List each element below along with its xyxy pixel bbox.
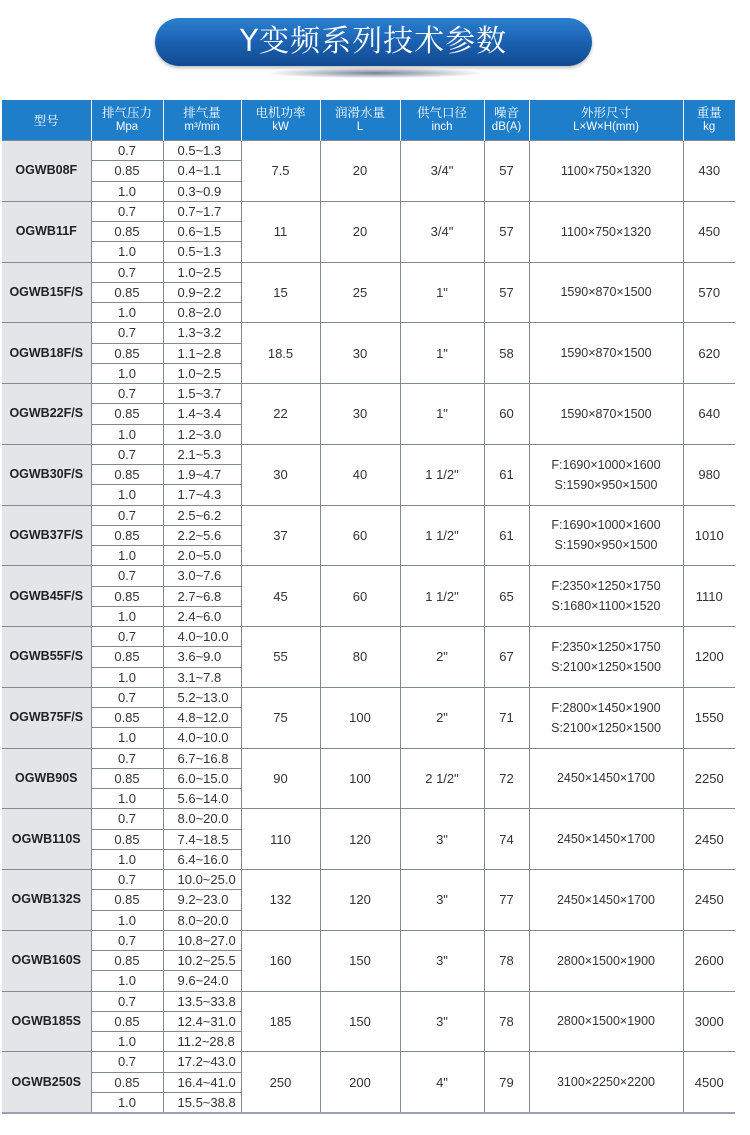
table-row — [2, 687, 735, 707]
water-cell: 150 — [320, 930, 400, 991]
water-cell: 150 — [320, 991, 400, 1052]
power-cell: 55 — [241, 627, 320, 688]
table-row — [2, 141, 735, 161]
flow-cell: 10.2~25.5 — [163, 951, 241, 971]
dimensions-cell — [529, 748, 683, 809]
power-cell: 7.5 — [241, 141, 320, 202]
flow-cell: 1.0~2.5 — [163, 363, 241, 383]
flow-cell: 6.7~16.8 — [163, 748, 241, 768]
header-flow-label: 排气量 — [183, 105, 221, 120]
flow-cell: 0.4~1.1 — [163, 161, 241, 181]
pressure-cell: 0.85 — [91, 1072, 163, 1092]
pressure-cell: 0.85 — [91, 768, 163, 788]
dimensions-cell — [529, 262, 683, 323]
header-port-unit: inch — [431, 121, 453, 133]
model-cell: OGWB90S — [2, 748, 91, 809]
header-noise — [484, 100, 529, 141]
noise-cell: 67 — [484, 627, 529, 688]
dimensions-cell — [529, 687, 683, 748]
power-cell: 30 — [241, 444, 320, 505]
table-row — [2, 262, 735, 282]
power-cell: 132 — [241, 870, 320, 931]
pressure-cell: 0.85 — [91, 161, 163, 181]
flow-cell: 1.9~4.7 — [163, 465, 241, 485]
header-water-unit: L — [356, 121, 364, 133]
noise-cell: 77 — [484, 870, 529, 931]
header-noise-label: 噪音 — [493, 105, 519, 120]
water-cell: 20 — [320, 141, 400, 202]
port-cell: 1 1/2" — [400, 505, 484, 566]
flow-cell: 0.5~1.3 — [163, 242, 241, 262]
table-row — [2, 809, 735, 829]
flow-cell: 2.5~6.2 — [163, 505, 241, 525]
pressure-cell: 0.85 — [91, 222, 163, 242]
noise-cell: 78 — [484, 991, 529, 1052]
pressure-cell: 1.0 — [91, 485, 163, 505]
header-flow-unit: m³/min — [184, 121, 220, 133]
table-row — [2, 627, 735, 647]
pressure-cell: 0.7 — [91, 505, 163, 525]
flow-cell: 4.0~10.0 — [163, 627, 241, 647]
header-model-label: 型号 — [33, 112, 59, 128]
table-row — [2, 991, 735, 1011]
weight-cell: 2450 — [683, 870, 735, 931]
power-cell: 90 — [241, 748, 320, 809]
dimension-line: 2800×1500×1900 — [556, 1014, 656, 1029]
noise-cell: 72 — [484, 748, 529, 809]
flow-cell: 2.4~6.0 — [163, 606, 241, 626]
weight-cell: 620 — [683, 323, 735, 384]
noise-cell: 57 — [484, 141, 529, 202]
pressure-cell: 1.0 — [91, 424, 163, 444]
pressure-cell: 0.7 — [91, 1052, 163, 1072]
pressure-cell: 1.0 — [91, 910, 163, 930]
table-body — [2, 141, 735, 1113]
pressure-cell: 0.7 — [91, 384, 163, 404]
dimension-line: S:2100×1250×1500 — [551, 720, 661, 735]
water-cell: 60 — [320, 505, 400, 566]
pressure-cell: 0.7 — [91, 201, 163, 221]
model-cell: OGWB15F/S — [2, 262, 91, 323]
pressure-cell: 0.85 — [91, 343, 163, 363]
water-cell: 30 — [320, 384, 400, 445]
pressure-cell: 0.85 — [91, 404, 163, 424]
port-cell: 3" — [400, 809, 484, 870]
table-row — [2, 930, 735, 950]
water-cell: 80 — [320, 627, 400, 688]
power-cell: 160 — [241, 930, 320, 991]
pressure-cell: 1.0 — [91, 789, 163, 809]
flow-cell: 7.4~18.5 — [163, 829, 241, 849]
header-model — [2, 100, 91, 141]
table-row — [2, 505, 735, 525]
port-cell: 1" — [400, 323, 484, 384]
header-weight-label: 重量 — [696, 105, 722, 120]
pressure-cell: 1.0 — [91, 181, 163, 201]
weight-cell: 980 — [683, 444, 735, 505]
table-row — [2, 870, 735, 890]
table-row — [2, 1052, 735, 1072]
model-cell: OGWB11F — [2, 201, 91, 262]
table-row — [2, 566, 735, 586]
pressure-cell: 0.7 — [91, 141, 163, 161]
header-water-label: 润滑水量 — [334, 105, 385, 120]
water-cell: 100 — [320, 748, 400, 809]
table-row — [2, 384, 735, 404]
water-cell: 200 — [320, 1052, 400, 1113]
power-cell: 110 — [241, 809, 320, 870]
pressure-cell: 1.0 — [91, 606, 163, 626]
pressure-cell: 0.85 — [91, 282, 163, 302]
pressure-cell: 0.7 — [91, 930, 163, 950]
port-cell: 2" — [400, 687, 484, 748]
flow-cell: 2.2~5.6 — [163, 525, 241, 545]
flow-cell: 1.3~3.2 — [163, 323, 241, 343]
flow-cell: 10.0~25.0 — [163, 870, 241, 890]
flow-cell: 2.7~6.8 — [163, 586, 241, 606]
pressure-cell: 0.85 — [91, 1011, 163, 1031]
weight-cell: 570 — [683, 262, 735, 323]
water-cell: 20 — [320, 201, 400, 262]
flow-cell: 8.0~20.0 — [163, 910, 241, 930]
dimensions-cell — [529, 384, 683, 445]
pressure-cell: 1.0 — [91, 363, 163, 383]
header-weight — [683, 100, 735, 141]
dimension-line: S:1590×950×1500 — [554, 538, 658, 553]
dimension-line: 1590×870×1500 — [560, 346, 652, 361]
flow-cell: 5.2~13.0 — [163, 687, 241, 707]
model-cell: OGWB08F — [2, 141, 91, 202]
dimensions-cell — [529, 930, 683, 991]
noise-cell: 58 — [484, 323, 529, 384]
port-cell: 1" — [400, 262, 484, 323]
dimension-line: S:1590×950×1500 — [554, 477, 658, 492]
pressure-cell: 1.0 — [91, 1032, 163, 1052]
flow-cell: 1.4~3.4 — [163, 404, 241, 424]
water-cell: 120 — [320, 809, 400, 870]
pressure-cell: 0.7 — [91, 627, 163, 647]
model-cell: OGWB30F/S — [2, 444, 91, 505]
flow-cell: 1.7~4.3 — [163, 485, 241, 505]
port-cell: 3" — [400, 930, 484, 991]
pressure-cell: 0.7 — [91, 991, 163, 1011]
flow-cell: 8.0~20.0 — [163, 809, 241, 829]
pressure-cell: 1.0 — [91, 1092, 163, 1112]
dimension-line: 1100×750×1320 — [560, 224, 652, 239]
weight-cell: 1550 — [683, 687, 735, 748]
flow-cell: 0.8~2.0 — [163, 303, 241, 323]
flow-cell: 11.2~28.8 — [163, 1032, 241, 1052]
dimensions-cell — [529, 870, 683, 931]
model-cell: OGWB132S — [2, 870, 91, 931]
flow-cell: 13.5~33.8 — [163, 991, 241, 1011]
header-dimensions — [529, 100, 683, 141]
flow-cell: 0.6~1.5 — [163, 222, 241, 242]
weight-cell: 1110 — [683, 566, 735, 627]
water-cell: 40 — [320, 444, 400, 505]
flow-cell: 6.0~15.0 — [163, 768, 241, 788]
noise-cell: 60 — [484, 384, 529, 445]
flow-cell: 0.7~1.7 — [163, 201, 241, 221]
table-row — [2, 323, 735, 343]
table-row — [2, 201, 735, 221]
weight-cell: 2450 — [683, 809, 735, 870]
port-cell: 2" — [400, 627, 484, 688]
flow-cell: 2.0~5.0 — [163, 546, 241, 566]
model-cell: OGWB18F/S — [2, 323, 91, 384]
port-cell: 4" — [400, 1052, 484, 1113]
pressure-cell: 0.7 — [91, 323, 163, 343]
pressure-cell: 0.7 — [91, 262, 163, 282]
header-power-label: 电机功率 — [255, 105, 306, 120]
dimension-line: 2450×1450×1700 — [556, 771, 656, 786]
table-bottom-rule — [2, 1112, 735, 1114]
header-dimensions-unit: L×W×H(mm) — [573, 121, 639, 133]
noise-cell: 78 — [484, 930, 529, 991]
noise-cell: 57 — [484, 262, 529, 323]
header-pressure-label: 排气压力 — [101, 105, 152, 120]
dimension-line: F:1690×1000×1600 — [551, 518, 661, 533]
header-port-label: 供气口径 — [416, 105, 467, 120]
power-cell: 11 — [241, 201, 320, 262]
flow-cell: 1.0~2.5 — [163, 262, 241, 282]
weight-cell: 450 — [683, 201, 735, 262]
flow-cell: 9.6~24.0 — [163, 971, 241, 991]
weight-cell: 1010 — [683, 505, 735, 566]
dimension-line: S:2100×1250×1500 — [551, 659, 661, 674]
port-cell: 2 1/2" — [400, 748, 484, 809]
weight-cell: 3000 — [683, 991, 735, 1052]
pressure-cell: 0.7 — [91, 566, 163, 586]
header-noise-unit: dB(A) — [491, 121, 522, 133]
weight-cell: 2250 — [683, 748, 735, 809]
dimensions-cell — [529, 809, 683, 870]
dimensions-cell — [529, 566, 683, 627]
power-cell: 45 — [241, 566, 320, 627]
flow-cell: 9.2~23.0 — [163, 890, 241, 910]
flow-cell: 6.4~16.0 — [163, 849, 241, 869]
port-cell: 3/4" — [400, 201, 484, 262]
flow-cell: 0.3~0.9 — [163, 181, 241, 201]
water-cell: 60 — [320, 566, 400, 627]
dimension-line: 1100×750×1320 — [560, 163, 652, 178]
flow-cell: 3.1~7.8 — [163, 667, 241, 687]
weight-cell: 2600 — [683, 930, 735, 991]
dimensions-cell — [529, 627, 683, 688]
flow-cell: 1.1~2.8 — [163, 343, 241, 363]
dimension-line: 2450×1450×1700 — [556, 832, 656, 847]
header-power — [241, 100, 320, 141]
port-cell: 1" — [400, 384, 484, 445]
model-cell: OGWB22F/S — [2, 384, 91, 445]
pressure-cell: 1.0 — [91, 546, 163, 566]
dimensions-cell — [529, 141, 683, 202]
header-pressure — [91, 100, 163, 141]
flow-cell: 10.8~27.0 — [163, 930, 241, 950]
noise-cell: 61 — [484, 505, 529, 566]
port-cell: 3/4" — [400, 141, 484, 202]
flow-cell: 5.6~14.0 — [163, 789, 241, 809]
noise-cell: 79 — [484, 1052, 529, 1113]
dimension-line: 1590×870×1500 — [560, 285, 652, 300]
header-dimensions-label: 外形尺寸 — [580, 105, 631, 120]
header-water — [320, 100, 400, 141]
table-row — [2, 444, 735, 464]
flow-cell: 3.0~7.6 — [163, 566, 241, 586]
title-banner — [0, 0, 750, 100]
flow-cell: 16.4~41.0 — [163, 1072, 241, 1092]
noise-cell: 65 — [484, 566, 529, 627]
dimension-line: 2450×1450×1700 — [556, 892, 656, 907]
pressure-cell: 1.0 — [91, 667, 163, 687]
flow-cell: 15.5~38.8 — [163, 1092, 241, 1112]
table-header-row — [2, 100, 735, 141]
pressure-cell: 0.7 — [91, 809, 163, 829]
pressure-cell: 0.85 — [91, 708, 163, 728]
flow-cell: 0.5~1.3 — [163, 141, 241, 161]
model-cell: OGWB110S — [2, 809, 91, 870]
header-pressure-unit: Mpa — [115, 121, 139, 133]
weight-cell: 430 — [683, 141, 735, 202]
pressure-cell: 0.7 — [91, 444, 163, 464]
dimension-line: 3100×2250×2200 — [556, 1075, 656, 1090]
flow-cell: 17.2~43.0 — [163, 1052, 241, 1072]
title-shadow-decoration — [270, 68, 480, 78]
water-cell: 30 — [320, 323, 400, 384]
header-port — [400, 100, 484, 141]
pressure-cell: 0.7 — [91, 687, 163, 707]
noise-cell: 74 — [484, 809, 529, 870]
noise-cell: 57 — [484, 201, 529, 262]
pressure-cell: 0.85 — [91, 890, 163, 910]
noise-cell: 61 — [484, 444, 529, 505]
header-flow — [163, 100, 241, 141]
flow-cell: 2.1~5.3 — [163, 444, 241, 464]
water-cell: 25 — [320, 262, 400, 323]
flow-cell: 1.5~3.7 — [163, 384, 241, 404]
noise-cell: 71 — [484, 687, 529, 748]
dimension-line: F:2350×1250×1750 — [551, 639, 661, 654]
dimension-line: 1590×870×1500 — [560, 406, 652, 421]
pressure-cell: 0.7 — [91, 748, 163, 768]
water-cell: 100 — [320, 687, 400, 748]
dimension-line: F:2350×1250×1750 — [551, 579, 661, 594]
power-cell: 250 — [241, 1052, 320, 1113]
port-cell: 3" — [400, 991, 484, 1052]
pressure-cell: 1.0 — [91, 303, 163, 323]
flow-cell: 4.0~10.0 — [163, 728, 241, 748]
pressure-cell: 0.7 — [91, 870, 163, 890]
header-weight-unit: kg — [703, 121, 716, 133]
power-cell: 15 — [241, 262, 320, 323]
pressure-cell: 0.85 — [91, 586, 163, 606]
flow-cell: 3.6~9.0 — [163, 647, 241, 667]
pressure-cell: 1.0 — [91, 971, 163, 991]
model-cell: OGWB250S — [2, 1052, 91, 1113]
dimension-line: F:1690×1000×1600 — [551, 457, 661, 472]
water-cell: 120 — [320, 870, 400, 931]
weight-cell: 640 — [683, 384, 735, 445]
power-cell: 185 — [241, 991, 320, 1052]
spec-table — [2, 100, 735, 1113]
model-cell: OGWB45F/S — [2, 566, 91, 627]
dimensions-cell — [529, 323, 683, 384]
pressure-cell: 0.85 — [91, 829, 163, 849]
flow-cell: 4.8~12.0 — [163, 708, 241, 728]
flow-cell: 1.2~3.0 — [163, 424, 241, 444]
page-title: Y变频系列技术参数 — [155, 18, 592, 66]
pressure-cell: 0.85 — [91, 525, 163, 545]
dimensions-cell — [529, 444, 683, 505]
pressure-cell: 1.0 — [91, 849, 163, 869]
dimensions-cell — [529, 201, 683, 262]
table-row — [2, 748, 735, 768]
dimensions-cell — [529, 505, 683, 566]
model-cell: OGWB185S — [2, 991, 91, 1052]
dimension-line: F:2800×1450×1900 — [551, 700, 661, 715]
pressure-cell: 0.85 — [91, 465, 163, 485]
model-cell: OGWB160S — [2, 930, 91, 991]
power-cell: 18.5 — [241, 323, 320, 384]
dimension-line: 2800×1500×1900 — [556, 953, 656, 968]
pressure-cell: 1.0 — [91, 242, 163, 262]
power-cell: 22 — [241, 384, 320, 445]
power-cell: 37 — [241, 505, 320, 566]
flow-cell: 0.9~2.2 — [163, 282, 241, 302]
pressure-cell: 0.85 — [91, 951, 163, 971]
port-cell: 1 1/2" — [400, 444, 484, 505]
port-cell: 1 1/2" — [400, 566, 484, 627]
model-cell: OGWB75F/S — [2, 687, 91, 748]
pressure-cell: 1.0 — [91, 728, 163, 748]
weight-cell: 4500 — [683, 1052, 735, 1113]
power-cell: 75 — [241, 687, 320, 748]
dimensions-cell — [529, 1052, 683, 1113]
model-cell: OGWB37F/S — [2, 505, 91, 566]
model-cell: OGWB55F/S — [2, 627, 91, 688]
flow-cell: 12.4~31.0 — [163, 1011, 241, 1031]
dimensions-cell — [529, 991, 683, 1052]
dimension-line: S:1680×1100×1520 — [551, 599, 661, 614]
weight-cell: 1200 — [683, 627, 735, 688]
port-cell: 3" — [400, 870, 484, 931]
header-power-unit: kW — [272, 121, 289, 133]
pressure-cell: 0.85 — [91, 647, 163, 667]
